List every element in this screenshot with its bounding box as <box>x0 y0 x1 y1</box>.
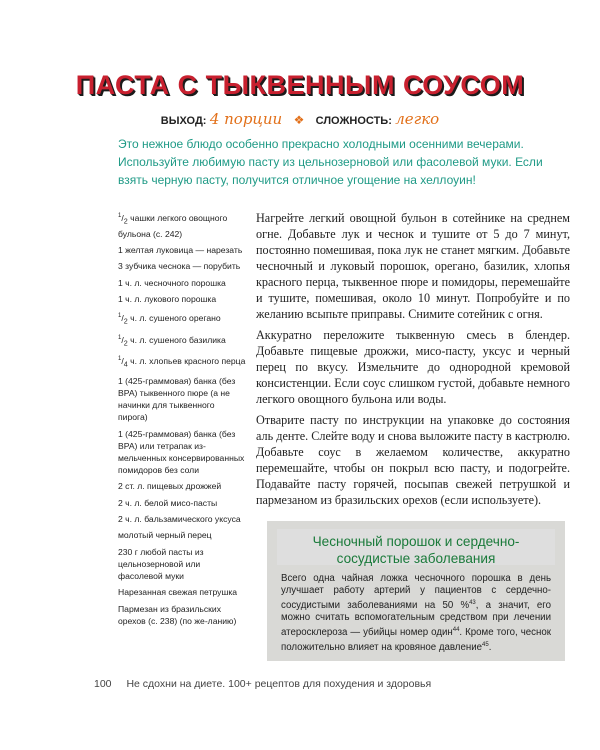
page-number: 100 <box>94 678 112 690</box>
ingredient-item: 3 зубчика чеснока — порубить <box>118 261 241 272</box>
ingredient-item: 2 ч. л. белой мисо-пасты <box>118 497 218 508</box>
ingredient-item: 1 (425-граммовая) банка (без BPA) тыквенного пюре (а не начинки для тыквенного пирога) <box>118 376 236 423</box>
method-step: Нагрейте легкий овощной бульон в сотейнике на среднем огне. Добавьте лук и чеснок и тушите от 5 до 7 минут, постоянно помешивая, пока лук не станет мягким. Добавьте чесночный и луковый порошок, орегано, базилик, хлопья красного перца, тыквенное пюре и помидоры, перемешайте и тушите, помешивая, около 10 минут. Попробуйте и по желанию всыпьте приправы. Снимите сотейник с огня. <box>256 211 570 321</box>
ingredient-item: 2 ст. л. пищевых дрожжей <box>118 481 222 492</box>
ingredient-item: молотый черный перец <box>118 530 212 541</box>
separator-icon: ❖ <box>293 113 305 127</box>
yield-label: ВЫХОД: <box>160 115 207 127</box>
method-step: Аккуратно переложите тыквенную смесь в блендер. Добавьте пищевые дрожжи, мисо-пасту, уксус и черный перец по вкусу. Измельчите до однородной кремовой консистенции. Если соус слишком густой, добавьте немного легкого овощного бульона или воды. <box>256 328 570 406</box>
recipe-intro: Это нежное блюдо особенно прекрасно холодными осенними вечерами. Используйте любимую пасту из цельнозерновой или фасолевой муки. Если взять черную пасту, получится отличное угощение на хеллоуин! <box>118 137 543 187</box>
yield-value: 4 порции <box>209 110 283 128</box>
difficulty-value: легко <box>395 110 440 128</box>
recipe-title: ПАСТА С ТЫКВЕННЫМ СОУСОМ <box>75 70 525 100</box>
footnote-ref: 43 <box>469 600 476 606</box>
ingredient-item: 1 ч. л. лукового порошка <box>118 294 217 305</box>
ingredient-item: $^1/_2$ чашки легкого овощного бульона (с. 242) <box>118 212 228 239</box>
sidebar-title: Чесночный порошок и сердечно- сосудистые заболевания <box>312 534 520 566</box>
ingredient-item: $^1/_2$ ч. л. сушеного базилика <box>118 334 226 348</box>
sidebar-header <box>277 529 555 565</box>
recipe-meta <box>0 110 600 128</box>
ingredient-item: 1 ч. л. чесночного порошка <box>118 277 226 288</box>
ingredient-item: 1 желтая луковица — нарезать <box>118 244 243 255</box>
difficulty-label: СЛОЖНОСТЬ: <box>315 115 392 127</box>
ingredient-item: Пармезан из бразильских орехов (с. 238) (по же-ланию) <box>118 603 237 626</box>
ingredient-item: 1 (425-граммовая) банка (без BPA) или тетрапак из-мельченных консервированных помидоров без соли <box>118 428 245 475</box>
ingredient-item: 2 ч. л. бальзамического уксуса <box>118 514 241 524</box>
sidebar-box <box>267 521 565 661</box>
method-text <box>256 210 570 513</box>
page-footer <box>94 678 431 690</box>
sidebar-text: Всего одна чайная ложка чесночного порошка в день улучшает работу артерий у пациентов с сердечно-сосудистыми заболеваниями на 50 %$^{43}$, а значит, его можно считать вспомогательным средством при лечении атеросклероза — убийцы номер один$^{44}$. Кроме того, чеснок положительно влияет на кровяное давление$^{45}$. <box>281 573 551 654</box>
ingredients-list <box>118 210 246 631</box>
book-title: Не сдохни на диете. 100+ рецептов для похудения и здоровья <box>126 678 432 690</box>
ingredient-item: Нарезанная свежая петрушка <box>118 587 238 598</box>
ingredient-item: $^1/_4$ ч. л. хлопьев красного перца <box>118 356 246 370</box>
ingredient-item: 230 г любой пасты из цельнозерновой или фасолевой муки <box>118 546 204 581</box>
footnote-ref: 45 <box>482 642 489 649</box>
ingredient-item: $^1/_2$ ч. л. сушеного орегано <box>118 312 221 326</box>
method-step: Отварите пасту по инструкции на упаковке до состояния аль денте. Слейте воду и снова выложите пасту в кастрюлю. Добавьте соус в желаемом количестве, аккуратно перемешайте, чтобы он покрыл всю пасту, и подогрейте. Подавайте пасту горячей, посыпав свежей петрушкой и пармезаном из бразильских орехов (если используете). <box>256 413 570 507</box>
footnote-ref: 44 <box>452 627 460 634</box>
